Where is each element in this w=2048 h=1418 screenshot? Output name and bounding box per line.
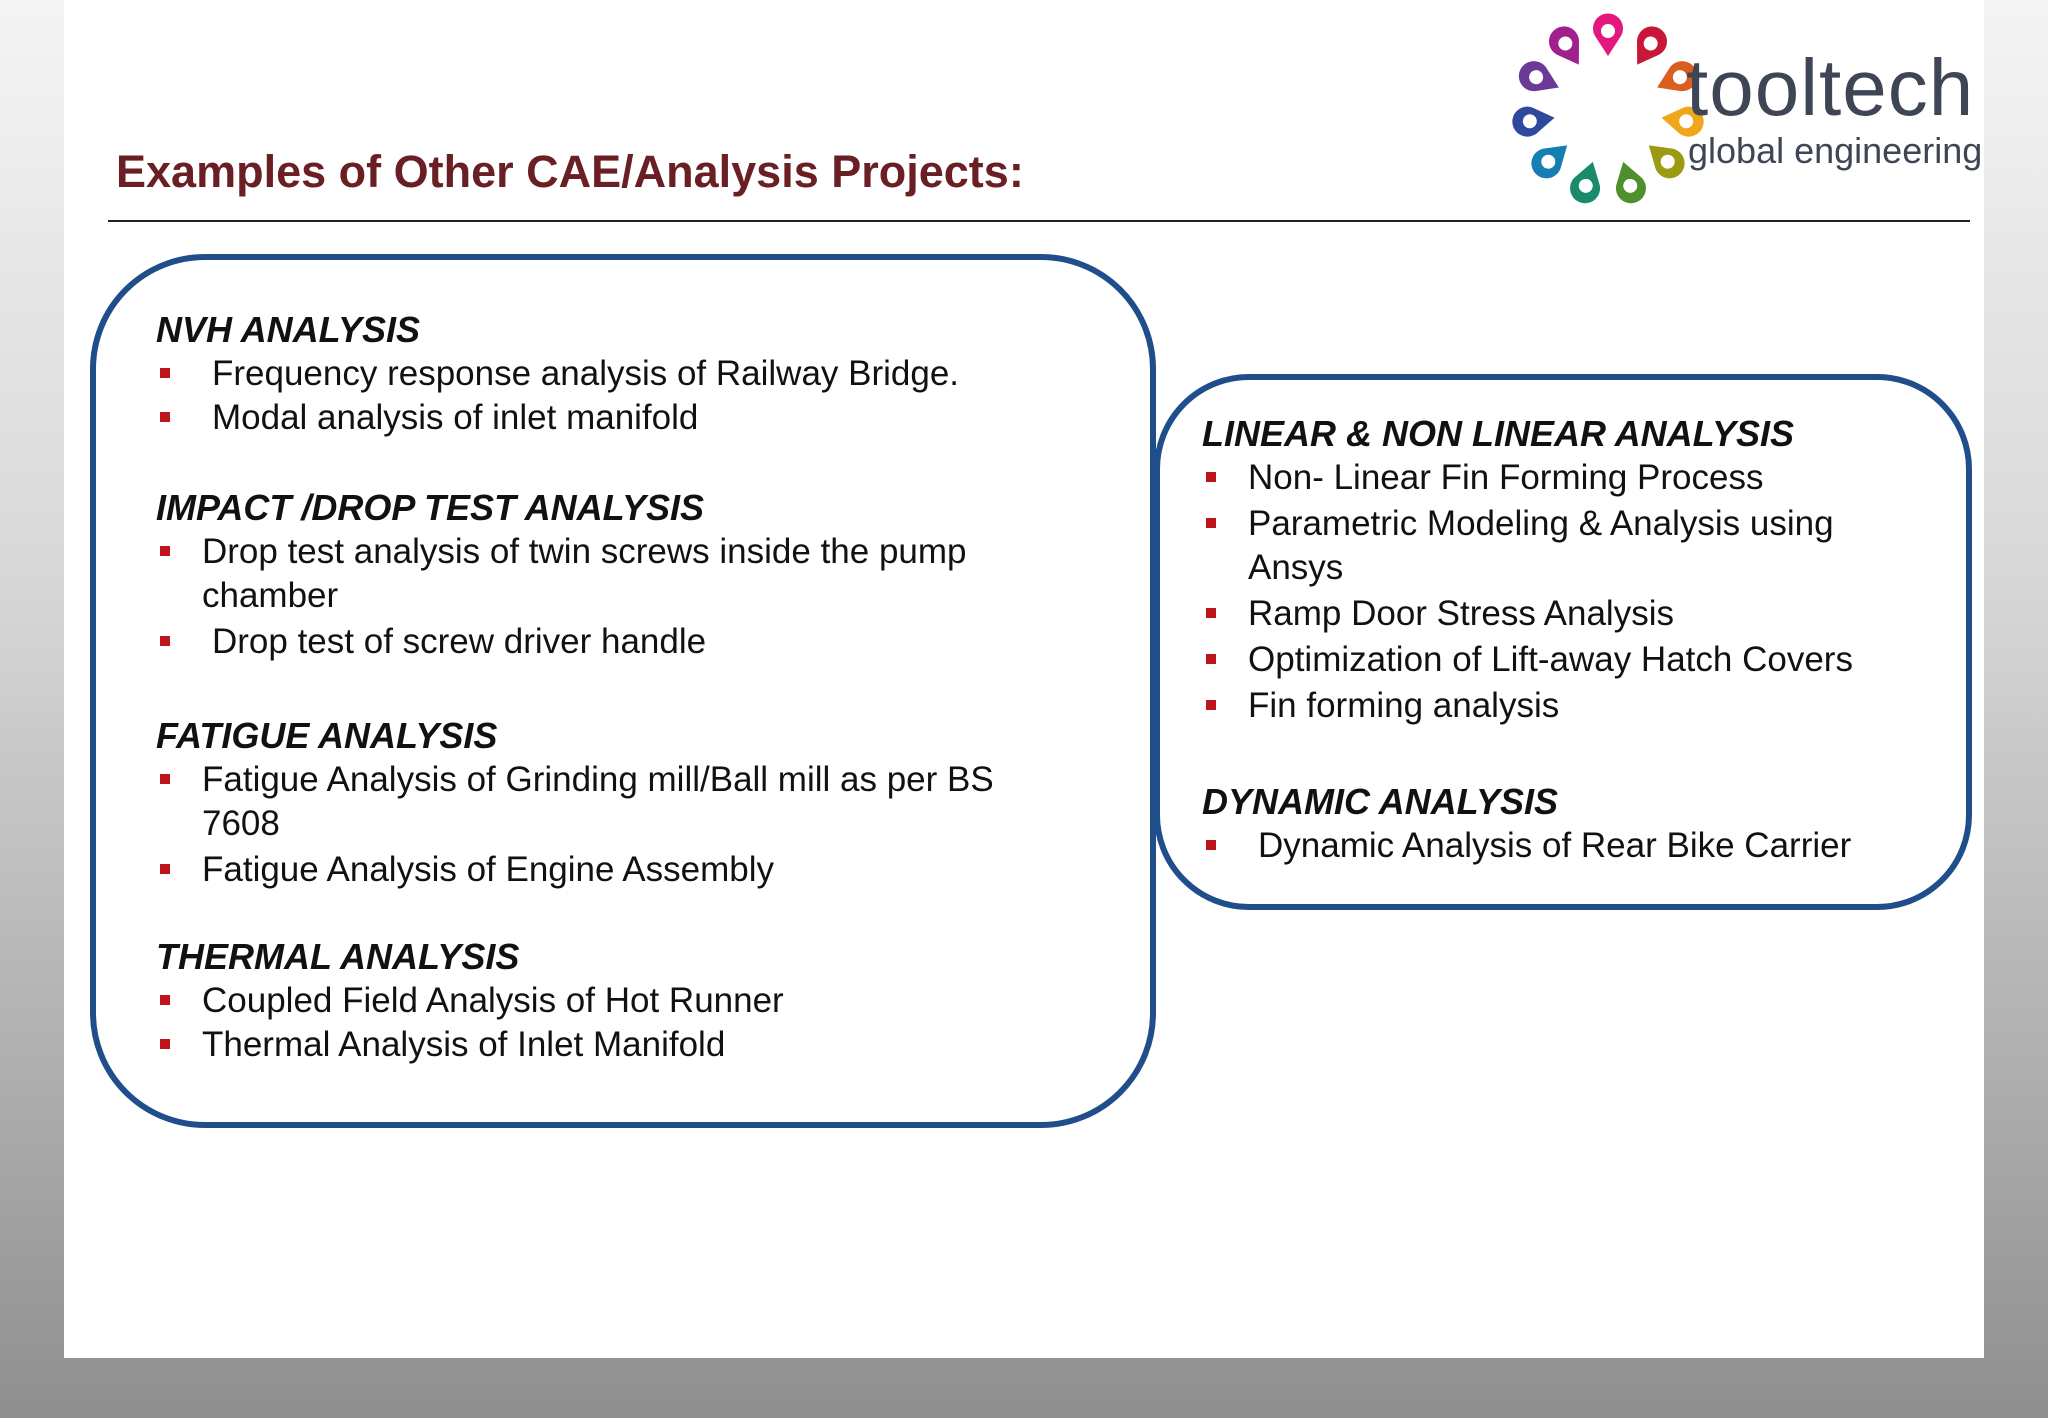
logo-tagline: global engineering [1688,130,1983,171]
section-fatigue [156,714,1116,892]
list-item: Coupled Field Analysis of Hot Runner [156,979,1116,1023]
logo-brand: tooltech [1686,43,1975,132]
section-list [1202,456,1942,728]
logo-petal [1525,134,1577,184]
section-list [156,530,1116,664]
logo-petal [1514,56,1565,101]
list-item: Fatigue Analysis of Engine Assembly [156,848,1116,892]
list-item: Fatigue Analysis of Grinding mill/Ball mill as per BS 7608 [156,758,1062,846]
list-item: Non- Linear Fin Forming Process [1202,456,1942,500]
slide-title: Examples of Other CAE/Analysis Projects: [116,146,1024,197]
section-heading: LINEAR & NON LINEAR ANALYSIS [1202,413,1795,454]
list-item: Drop test of screw driver handle [156,620,1116,664]
logo-petal [1510,103,1556,139]
logo-petal [1625,21,1673,73]
list-item: Parametric Modeling & Analysis using Ansys [1202,502,1888,590]
list-item: Thermal Analysis of Inlet Manifold [156,1023,1116,1067]
section-list [156,352,959,440]
section-heading: IMPACT /DROP TEST ANALYSIS [156,487,705,528]
list-item: Frequency response analysis of Railway Bridge. [156,352,959,396]
section-heading: THERMAL ANALYSIS [156,936,520,977]
section-dynamic [1202,780,1942,868]
section-list [156,758,1116,892]
section-list [1202,824,1942,868]
list-item: Drop test analysis of twin screws inside the pump chamber [156,530,1022,618]
section-heading: NVH ANALYSIS [156,309,421,350]
list-item: Dynamic Analysis of Rear Bike Carrier [1202,824,1942,868]
section-list [156,979,1116,1067]
title-divider [108,220,1970,222]
slide [64,0,1984,1358]
list-item: Optimization of Lift-away Hatch Covers [1202,638,1942,682]
section-impact [156,486,1116,664]
section-thermal [156,935,1116,1067]
list-item: Fin forming analysis [1202,684,1942,728]
logo-petal [1543,21,1591,73]
logo-petal [1566,158,1607,207]
logo-petal [1609,158,1650,207]
section-heading: DYNAMIC ANALYSIS [1202,781,1559,822]
section-linear [1202,412,1942,728]
section-nvh [156,308,959,440]
logo-petal [1639,134,1691,184]
list-item: Ramp Door Stress Analysis [1202,592,1942,636]
list-item: Modal analysis of inlet manifold [156,396,959,440]
section-heading: FATIGUE ANALYSIS [156,715,498,756]
logo-petal [1593,14,1623,56]
